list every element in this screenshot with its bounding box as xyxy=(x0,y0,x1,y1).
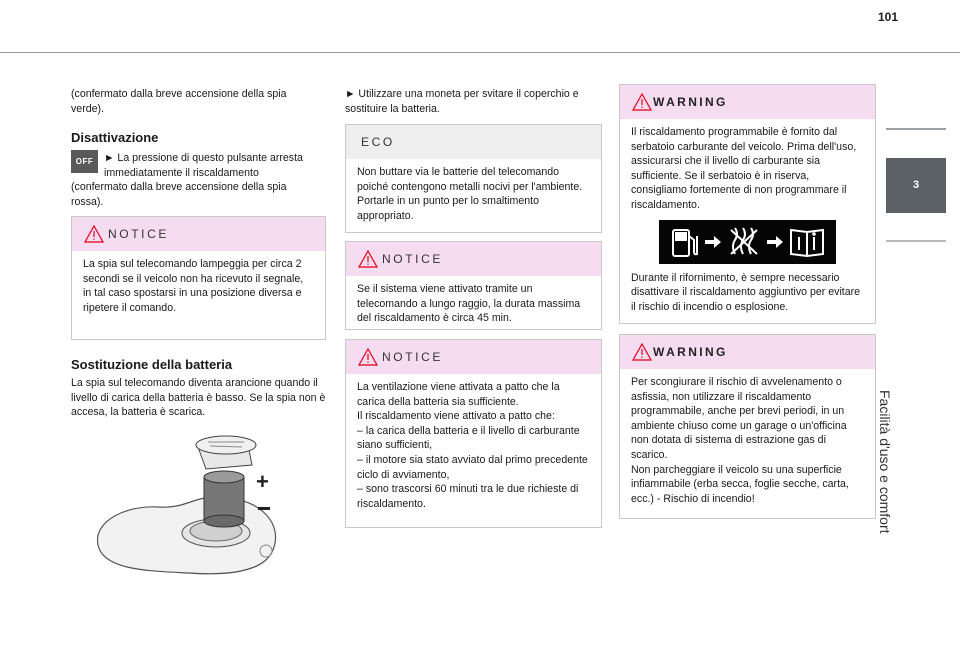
off-button-icon: OFF xyxy=(71,150,98,173)
page-number: 101 xyxy=(877,10,898,24)
notice-line: – il motore sia stato avviato dal primo precedente ciclo di avviamento, xyxy=(357,453,588,481)
notice-box-range xyxy=(345,241,602,330)
refuel-pictogram xyxy=(659,220,836,264)
side-tab-rule xyxy=(886,128,946,130)
notice-header xyxy=(346,242,601,276)
deactivation-text-a: ► La pressione di questo pulsante arresta immediatamente il riscaldamento xyxy=(104,152,303,179)
remote-battery-illustration xyxy=(88,425,288,585)
warning-box-fuel xyxy=(619,84,876,324)
notice-box xyxy=(71,216,326,340)
warning-header xyxy=(620,335,875,369)
manual-icon xyxy=(791,230,823,256)
notice-range-text: Se il sistema viene attivato tramite un telecomando a lungo raggio, la durata massima del riscaldamento è circa 45 min. xyxy=(357,283,581,325)
coin-instruction: ► Utilizzare una moneta per svitare il coperchio e sostituire la batteria. xyxy=(345,88,579,115)
eco-text: Non buttare via le batterie del telecomando poiché contengono metalli nocivi per l'ambiente. Portarle in un punto per lo smaltimento appropriato. xyxy=(357,166,583,222)
notice-label: NOTICE xyxy=(382,252,443,266)
warning-triangle-icon xyxy=(632,343,652,361)
chapter-tab[interactable]: 3 xyxy=(886,158,946,213)
fuel-pump-icon xyxy=(673,230,697,256)
notice-text: La spia sul telecomando lampeggia per circa 2 secondi se il veicolo non ha ricevuto il segnale, in tal caso spostarsi in una posizione diversa e ripetere il comando. xyxy=(83,258,304,314)
notice-line: La ventilazione viene attivata a patto che la carica della batteria sia sufficiente. xyxy=(357,381,560,408)
warning-box-asphyxia xyxy=(619,334,876,519)
warning-triangle-icon xyxy=(84,225,104,243)
deactivation-text-b: (confermato dalla breve accensione della spia rossa). xyxy=(71,181,287,208)
warning-line: Non parcheggiare il veicolo su una superficie infiammabile (erba secca, foglie secche, carta, ecc.) - Rischio di incendio! xyxy=(631,463,849,505)
arrow-icon xyxy=(705,236,721,248)
warning-line: Per scongiurare il rischio di avvelenamento o asfissia, non utilizzare il riscaldamento programmabile, anche per brevi periodi, in un ambiente chiuso come un garage o un'officina non dotata di sistema di estrazione gas di scarico. xyxy=(631,376,847,461)
warning-fuel-text: Il riscaldamento programmabile è fornito dal serbatoio carburante del veicolo. Prima dell'uso, assicurarsi che il livello di carburante sia sufficiente. Se il serbatoio è in riserva, consigliamo fortemente di non programmare il riscaldamento. xyxy=(631,126,857,211)
warning-label: WARNING xyxy=(653,345,728,359)
eco-label: ECO xyxy=(361,135,395,149)
warning-header xyxy=(620,85,875,119)
eco-header xyxy=(346,125,601,159)
notice-label: NOTICE xyxy=(382,350,443,364)
chapter-title: Facilità d'uso e comfort xyxy=(877,390,893,534)
svg-text:+: + xyxy=(256,469,269,494)
warning-refuel-text: Durante il rifornimento, è sempre necessario disattivare il riscaldamento aggiuntivo per evitare il rischio di incendio o esplosione. xyxy=(631,271,861,313)
side-tab-rule-lower xyxy=(886,240,946,242)
notice-line: – sono trascorsi 60 minuti tra le due richieste di riscaldamento. xyxy=(357,483,579,510)
notice-line: – la carica della batteria e il livello di carburante siano sufficienti, xyxy=(357,424,580,452)
battery-heading: Sostituzione della batteria xyxy=(71,357,233,372)
battery-text: La spia sul telecomando diventa arancione quando il livello di carica della batteria è basso. Se la spia non è accesa, la batteria è scarica. xyxy=(71,377,326,419)
warning-triangle-icon xyxy=(632,93,652,111)
notice-box-ventilation xyxy=(345,339,602,528)
notice-line: Il riscaldamento viene attivato a patto che: xyxy=(357,410,555,423)
deactivation-heading: Disattivazione xyxy=(71,130,159,145)
warning-label: WARNING xyxy=(653,95,728,109)
warning-triangle-icon xyxy=(358,348,378,366)
no-heating-icon xyxy=(731,228,757,254)
notice-header xyxy=(72,217,325,251)
eco-box xyxy=(345,124,602,233)
notice-header xyxy=(346,340,601,374)
header-rule xyxy=(0,52,960,53)
intro-text: (confermato dalla breve accensione della spia verde). xyxy=(71,88,287,115)
arrow-icon xyxy=(767,236,783,248)
warning-triangle-icon xyxy=(358,250,378,268)
notice-label: NOTICE xyxy=(108,227,169,241)
